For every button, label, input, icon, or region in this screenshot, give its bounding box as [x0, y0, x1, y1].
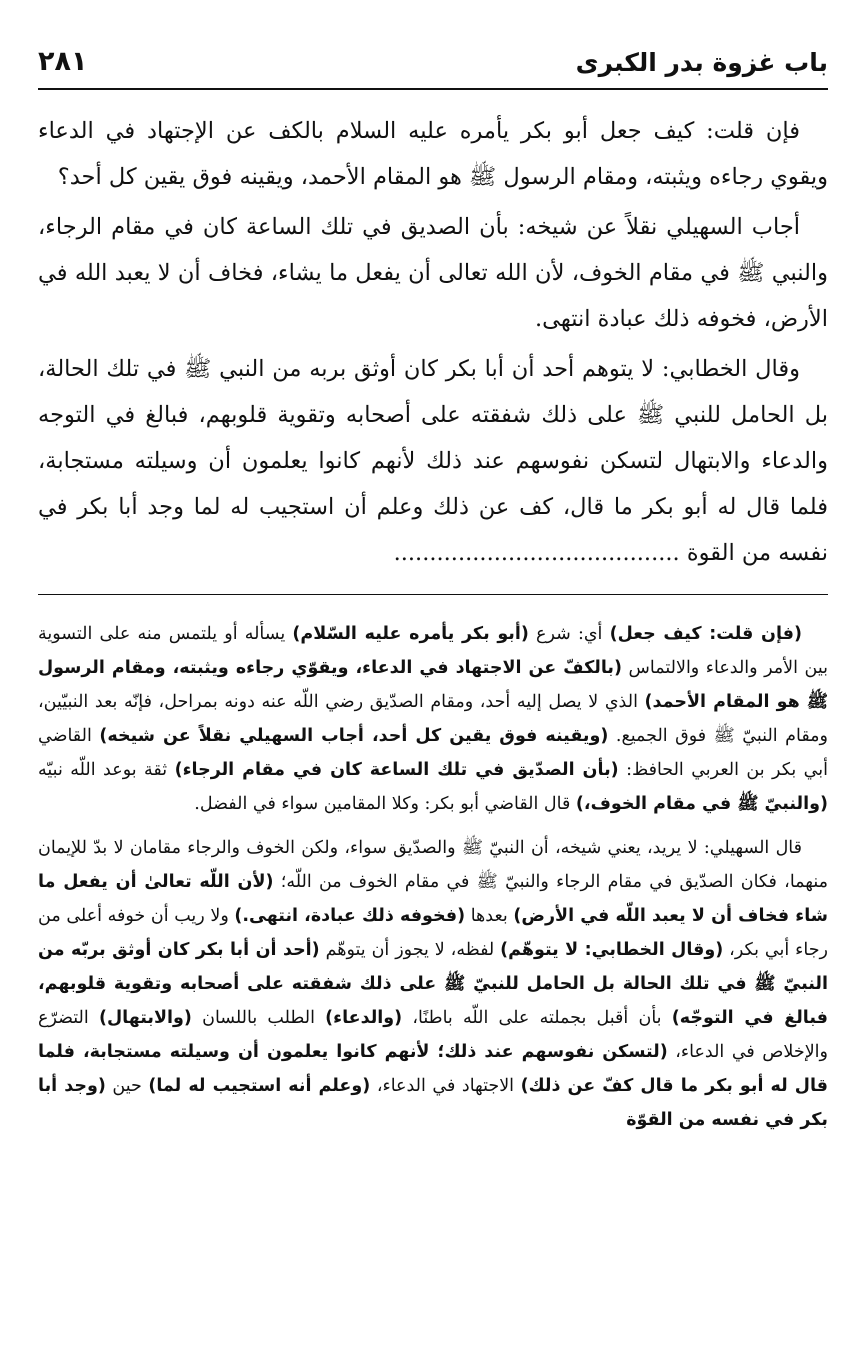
explanation-text: بعدها — [465, 906, 514, 926]
main-text — [38, 108, 828, 576]
quoted-text: (والابتهال) — [98, 1008, 192, 1028]
quoted-text: (بأن الصدّيق في تلك الساعة كان في مقام الرجاء) — [174, 760, 619, 780]
explanation-text: الاجتهاد في الدعاء، — [370, 1076, 521, 1096]
explanation-text: ولا ريب أن خوفه أعلى من رجاء أبي بكر، — [38, 906, 828, 960]
explanation-text: قال القاضي أبو بكر: وكلا المقامين سواء في الفضل. — [194, 794, 576, 814]
quoted-text: (والدعاء) — [325, 1008, 403, 1028]
explanation-text: بأن أقبل بجملته على اللّه باطنًا، — [402, 1008, 672, 1028]
commentary-paragraph — [38, 617, 828, 821]
chapter-title: باب غزوة بدر الكبرى — [575, 48, 828, 77]
main-paragraph: أجاب السهيلي نقلاً عن شيخه: بأن الصديق في تلك الساعة كان في مقام الرجاء، والنبي ﷺ في مقام الخوف، لأن الله تعالى أن يفعل ما يشاء، فخاف أن لا يعبد الله في الأرض، فخوفه ذلك عبادة انتهى. — [38, 214, 828, 332]
quoted-text: (بالكفّ عن الاجتهاد في الدعاء، ويقوّي رجاءه ويثبته، ومقام الرسول ﷺ هو المقام الأحمد) — [38, 658, 828, 712]
quoted-text: (أحد أن أبا بكر كان أوثق بربّه من النبيّ ﷺ في تلك الحالة بل الحامل للنبيّ ﷺ على ذلك شفقته على أصحابه وتقوية قلوبهم، فبالغ في التوجّه) — [38, 940, 828, 1028]
main-paragraph: وقال الخطابي: لا يتوهم أحد أن أبا بكر كان أوثق بربه من النبي ﷺ في تلك الحالة، بل الحامل للنبي ﷺ على ذلك شفقته على أصحابه وتقوية قلوبهم، فبالغ في التوجه والدعاء والابتهال لتسكن نفوسهم عند ذلك لأنهم كانوا يعلمون أن وسيلته مستجابة، فلما قال له أبو بكر ما قال، كف عن ذلك وعلم أن استجيب له لما وجد أبا بكر في نفسه من القوة ........................................ — [38, 356, 828, 566]
header-rule — [38, 88, 828, 90]
explanation-text: يسأله أو يلتمس منه على التسوية بين الأمر والدعاء والالتماس — [38, 624, 828, 678]
quoted-text: (والنبيّ ﷺ في مقام الخوف،) — [575, 794, 828, 814]
quoted-text: (ويقينه فوق يقين كل أحد، أجاب السهيلي نقلاً عن شيخه) — [99, 726, 609, 746]
quoted-text: (وجد أبا بكر في نفسه من القوّة — [38, 1076, 828, 1130]
explanation-text: لفظه، لا يجوز أن يتوهّم — [319, 940, 501, 960]
explanation-text: الذي لا يصل إليه أحد، ومقام الصدّيق رضي اللّه عنه دونه بمراحل، فإنّه بعد النبيّين، ومقام النبيّ ﷺ فوق الجميع. — [38, 692, 829, 746]
quoted-text: (فإن قلت: كيف جعل) — [609, 624, 803, 644]
explanation-text: القاضي أبي بكر بن العربي الحافظ: — [38, 726, 828, 780]
quoted-text: (لأن اللّه تعالىٰ أن يفعل ما شاء فخاف أن لا يعبد اللّه في الأرض) — [38, 872, 829, 926]
main-paragraph: فإن قلت: كيف جعل أبو بكر يأمره عليه السلام بالكف عن الإجتهاد في الدعاء ويقوي رجاءه ويثبته، ومقام الرسول ﷺ هو المقام الأحمد، ويقينه فوق يقين كل أحد؟ — [38, 118, 828, 190]
explanation-text: ثقة بوعد اللّه نبيّه — [38, 760, 175, 780]
explanation-text: حين — [105, 1076, 149, 1096]
explanation-text: قال السهيلي: لا يريد، يعني شيخه، أن النبيّ ﷺ والصدّيق سواء، ولكن الخوف والرجاء مقامان لا بدّ للإيمان منهما، فكان الصدّيق في مقام الرجاء والنبيّ ﷺ في مقام الخوف من اللّه؛ — [38, 838, 828, 892]
commentary-text — [38, 617, 828, 1137]
explanation-text: التضرّع والإخلاص في الدعاء، — [38, 1008, 828, 1062]
explanation-text: أي: شرع — [528, 624, 610, 644]
commentary-paragraph — [38, 831, 828, 1137]
page-number: ٢٨١ — [38, 46, 88, 77]
quoted-text: (لتسكن نفوسهم عند ذلك؛ لأنهم كانوا يعلمون أن وسيلته مستجابة، فلما قال له أبو بكر ما قال كفّ عن ذلك) — [38, 1042, 829, 1096]
quoted-text: (أبو بكر يأمره عليه السّلام) — [292, 624, 529, 644]
quoted-text: (وقال الخطابي: لا يتوهّم) — [500, 940, 724, 960]
page-header — [38, 38, 828, 90]
quoted-text: (وعلم أنه استجيب له لما) — [148, 1076, 371, 1096]
quoted-text: (فخوفه ذلك عبادة، انتهى.) — [234, 906, 466, 926]
explanation-text: الطلب باللسان — [191, 1008, 326, 1028]
section-divider — [38, 594, 828, 595]
